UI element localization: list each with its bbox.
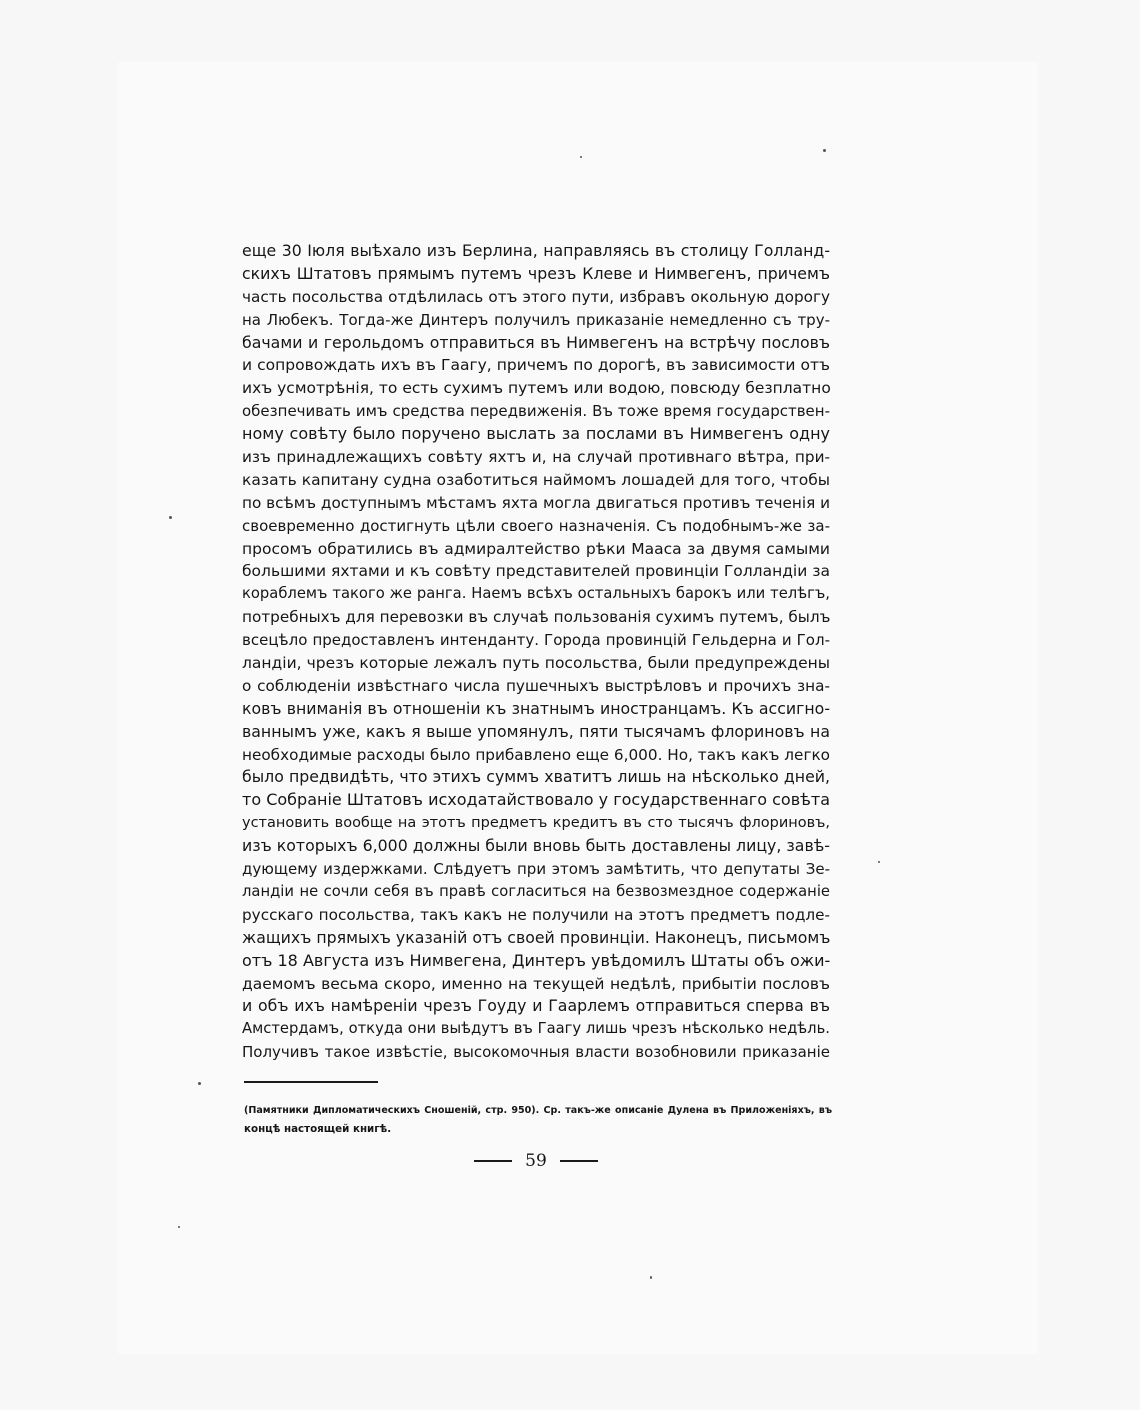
footnote-line: концѣ настоящей книгѣ. <box>244 1123 392 1135</box>
text-line: Амстердамъ, откуда они выѣдутъ въ Гаагу лишь чрезъ нѣсколько недѣль. <box>242 1020 830 1038</box>
text-line: своевременно достигнуть цѣли своего назначенія. Съ подобнымъ-же за- <box>242 516 830 535</box>
scan-speck <box>169 516 172 519</box>
text-line: большими яхтами и къ совѣту представителей провинціи Голландіи за <box>242 562 830 581</box>
scan-speck <box>178 1226 180 1228</box>
text-line: еще 30 Іюля выѣхало изъ Берлина, направляясь въ столицу Голланд- <box>242 241 830 260</box>
text-line: обезпечивать имъ средства передвиженія. Въ тоже время государствен- <box>242 402 830 421</box>
text-line: отъ 18 Августа изъ Нимвегена, Динтеръ увѣдомилъ Штаты объ ожи- <box>242 950 831 970</box>
text-line: ихъ усмотрѣнія, то есть сухимъ путемъ или водою, повсюду безплатно <box>242 379 831 398</box>
footnote-line: (Памятники Дипломатическихъ Сношеній, стр. 950). Ср. такъ-же описаніе Дулена въ Приложеніяхъ, въ <box>244 1105 832 1116</box>
page-number-dash-right <box>560 1160 598 1162</box>
text-line: Получивъ такое извѣстіе, высокомочныя власти возобновили приказаніе <box>242 1043 830 1062</box>
text-line: часть посольства отдѣлилась отъ этого пути, избравъ окольную дорогу <box>242 287 830 306</box>
text-line: то Собраніе Штатовъ исходатайствовало у государственнаго совѣта <box>242 790 830 810</box>
text-line: было предвидѣть, что этихъ суммъ хватитъ лишь на нѣсколько дней, <box>242 767 830 787</box>
footnote-rule <box>244 1081 378 1083</box>
text-line: скихъ Штатовъ прямымъ путемъ чрезъ Клеве и Нимвегенъ, причемъ <box>242 263 830 283</box>
text-line: просомъ обратились въ адмиралтейство рѣки Мааса за двумя самыми <box>242 539 830 558</box>
text-line: бачами и герольдомъ отправиться въ Нимвегенъ на встрѣчу пословъ <box>242 332 830 352</box>
text-line: казать капитану судна озаботиться наймомъ лошадей для того, чтобы <box>242 470 830 489</box>
text-line: и объ ихъ намѣреніи чрезъ Гоуду и Гаарлемъ отправиться сперва въ <box>242 996 830 1016</box>
text-line: жащихъ прямыхъ указаній отъ своей провинціи. Наконецъ, письмомъ <box>242 927 831 947</box>
page-number: 59 <box>525 1151 547 1171</box>
text-line: о соблюденіи извѣстнаго числа пушечныхъ выстрѣловъ и прочихъ зна- <box>242 676 830 695</box>
text-line: установить вообще на этотъ предметъ кредитъ въ сто тысячъ флориновъ, <box>242 815 830 832</box>
text-line: ваннымъ уже, какъ я выше упомянулъ, пяти тысячамъ флориновъ на <box>242 721 830 741</box>
text-line: дующему издержками. Слѣдуетъ при этомъ замѣтить, что депутаты Зе- <box>242 860 830 879</box>
text-line: ландіи, чрезъ которые лежалъ путь посольства, были предупреждены <box>242 654 830 673</box>
scan-speck <box>823 149 826 152</box>
text-line: и сопровождать ихъ въ Гаагу, причемъ по дорогѣ, въ зависимости отъ <box>242 356 830 375</box>
scan-speck <box>650 1276 652 1279</box>
page-number-block <box>474 1149 598 1173</box>
text-line: ному совѣту было поручено выслать за послами въ Нимвегенъ одну <box>242 424 830 444</box>
text-line: русскаго посольства, такъ какъ не получили на этотъ предметъ подле- <box>242 905 830 924</box>
text-line: необходимые расходы было прибавлено еще 6,000. Но, такъ какъ легко <box>242 745 830 764</box>
text-line: изъ принадлежащихъ совѣту яхтъ и, на случай противнаго вѣтра, при- <box>242 448 830 467</box>
text-line: потребныхъ для перевозки въ случаѣ пользованія сухимъ путемъ, былъ <box>242 608 831 627</box>
page-number-dash-left <box>474 1160 512 1162</box>
footnote <box>244 1101 832 1139</box>
text-line: всецѣло предоставленъ интенданту. Города провинцій Гельдерна и Гол- <box>242 631 830 650</box>
text-line: кораблемъ такого же ранга. Наемъ всѣхъ остальныхъ барокъ или телѣгъ, <box>242 585 830 603</box>
text-line: на Любекъ. Тогда-же Динтеръ получилъ приказаніе немедленно съ тру- <box>242 310 830 329</box>
text-line: ландіи не сочли себя въ правѣ согласиться на безвозмездное содержаніе <box>242 882 830 900</box>
body-paragraph <box>242 240 830 1064</box>
text-line: изъ которыхъ 6,000 должны были вновь быть доставлены лицу, завѣ- <box>242 836 830 856</box>
text-line: ковъ вниманія въ отношеніи къ знатнымъ иностранцамъ. Къ ассигно- <box>242 698 830 718</box>
scan-speck <box>878 861 880 863</box>
scan-speck <box>580 156 582 158</box>
text-line: даемомъ весьма скоро, именно на текущей недѣлѣ, прибытіи пословъ <box>242 974 830 993</box>
text-line: по всѣмъ доступнымъ мѣстамъ яхта могла двигаться противъ теченія и <box>242 493 830 512</box>
scan-speck <box>198 1082 201 1085</box>
